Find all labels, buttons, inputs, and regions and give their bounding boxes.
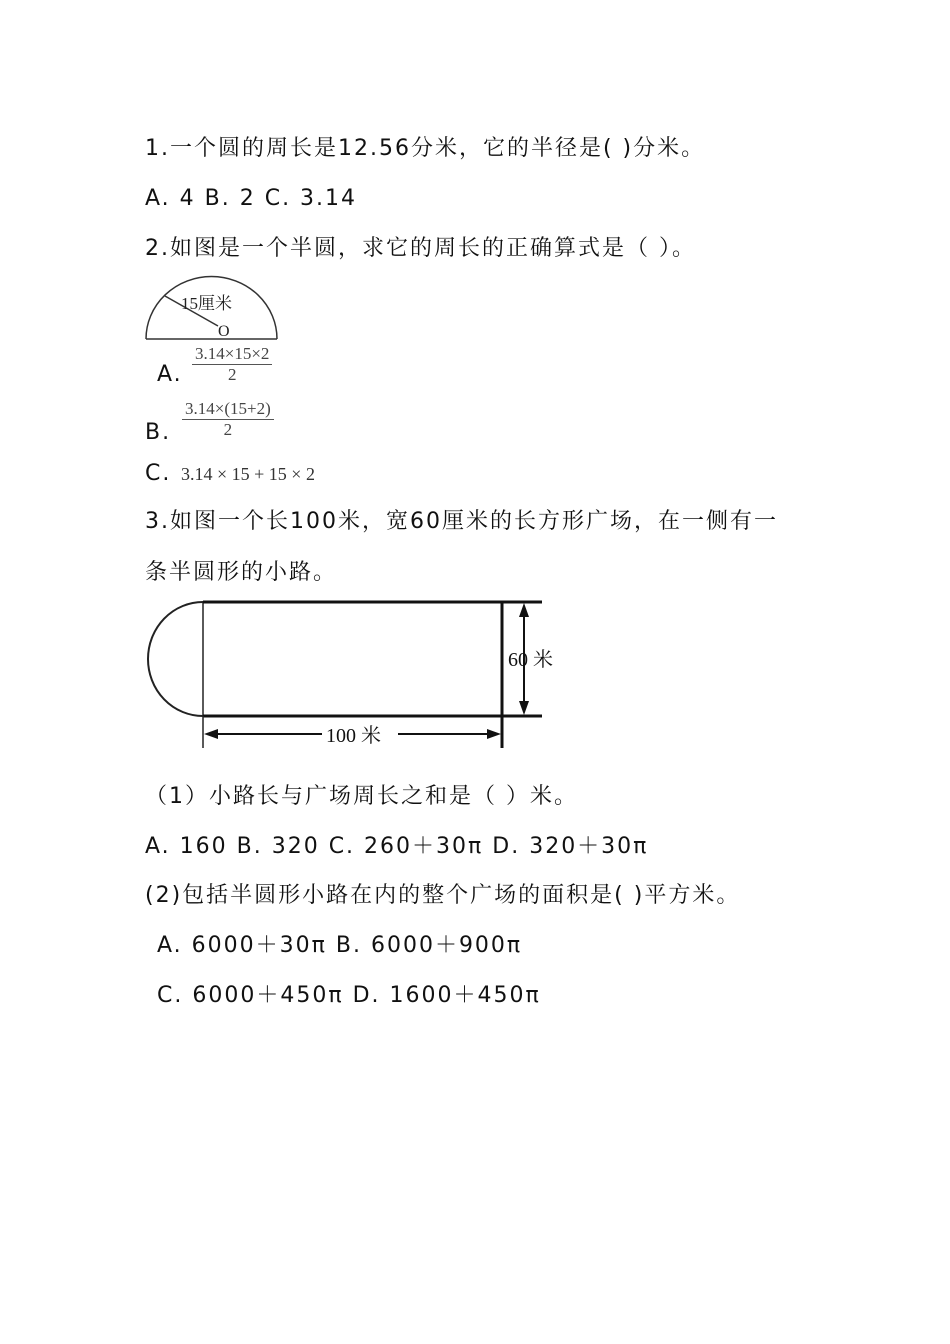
length-label: 100 米: [326, 725, 381, 747]
q2-option-c-label: C.: [145, 461, 172, 486]
q2-option-b-denominator: 2: [223, 420, 233, 439]
center-label: O: [218, 323, 230, 340]
q3-sub2-stem: (2)包括半圆形小路在内的整个广场的面积是( )平方米。: [145, 883, 741, 908]
semicircle-path: [148, 602, 203, 716]
q2-option-a-numerator: 3.14×15×2: [192, 344, 272, 365]
length-arrow-head-right: [487, 729, 501, 739]
q2-option-a-fraction: [192, 344, 272, 385]
q3-stem-line2: 条半圆形的小路。: [145, 560, 338, 585]
q3-sub1-options: A. 160 B. 320 C. 260＋30π D. 320＋30π: [145, 834, 649, 859]
q3-sub2-options-line1: A. 6000＋30π B. 6000＋900π: [157, 933, 523, 958]
q3-stem-line1: 3.如图一个长100米，宽60厘米的长方形广场，在一侧有一: [145, 509, 778, 534]
length-arrow-head-left: [204, 729, 218, 739]
q1-stem: 1.一个圆的周长是12.56分米，它的半径是( )分米。: [145, 136, 706, 161]
q3-sub1-stem: （1）小路长与广场周长之和是（ ）米。: [145, 784, 578, 809]
q2-option-b-numerator: 3.14×(15+2): [182, 399, 274, 420]
q2-option-a-label: A.: [157, 362, 183, 387]
width-arrow-head-bottom: [519, 701, 529, 715]
q2-option-b-label: B.: [145, 420, 172, 445]
width-label: 60 米: [508, 649, 553, 671]
semicircle-figure: [146, 277, 277, 340]
q2-option-c-expression: 3.14 × 15 + 15 × 2: [181, 464, 315, 484]
width-arrow-head-top: [519, 603, 529, 617]
q2-option-a-denominator: 2: [227, 365, 237, 384]
q3-sub2-options-line2: C. 6000＋450π D. 1600＋450π: [157, 983, 541, 1008]
q2-option-b-fraction: [182, 399, 274, 440]
q1-options: A. 4 B. 2 C. 3.14: [145, 186, 358, 211]
radius-label: 15厘米: [181, 294, 232, 313]
q2-stem: 2.如图是一个半圆，求它的周长的正确算式是（ ）。: [145, 236, 696, 261]
